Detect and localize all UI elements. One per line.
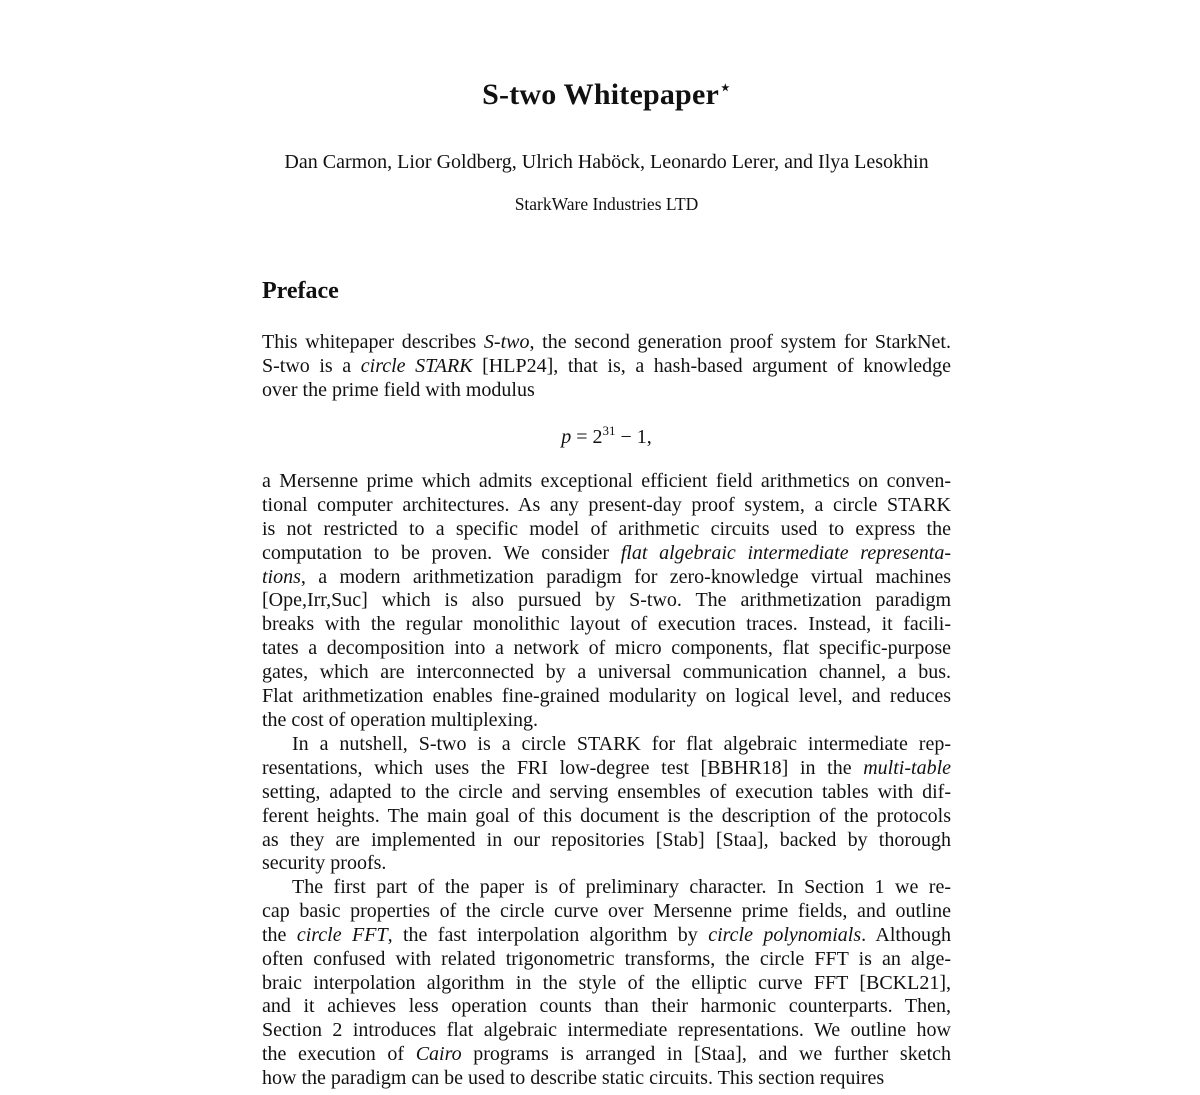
text-line (262, 876, 951, 900)
text-run: security proofs. (262, 852, 387, 875)
text-line (262, 379, 951, 403)
text-run: The first part of the paper is of preliminary character. In Section 1 we re- (292, 876, 951, 898)
text-run: Flat arithmetization enables fine-grained modularity on logical level, and reduces (262, 685, 951, 708)
equation-variable: p (561, 426, 572, 448)
text-line (262, 757, 951, 781)
paragraph-3 (262, 733, 951, 876)
text-run: S-two is a (262, 354, 361, 377)
title-footnote-mark: ⋆ (719, 78, 731, 97)
text-line (262, 852, 951, 876)
text-run: Section 2 introduces flat algebraic intermediate representations. We outline how (262, 1019, 951, 1042)
text-line (262, 1067, 951, 1091)
text-run: over the prime field with modulus (262, 378, 535, 401)
text-run: braic interpolation algorithm in the style of the elliptic curve FFT [BCKL21], (262, 971, 951, 994)
text-line (262, 331, 951, 355)
text-run: computation to be proven. We consider (262, 541, 621, 564)
text-line (262, 948, 951, 972)
equation-exponent: 31 (602, 423, 616, 438)
text-line (262, 995, 951, 1019)
affiliation: StarkWare Industries LTD (514, 194, 699, 214)
text-run: gates, which are interconnected by a universal communication channel, a bus. (262, 661, 951, 684)
text-line (262, 924, 951, 948)
text-run: is not restricted to a specific model of arithmetic circuits used to express the (262, 517, 951, 540)
text-line (262, 972, 951, 996)
italic-text: circle polynomials (708, 923, 862, 946)
text-line (262, 566, 951, 590)
italic-text: circle FFT (296, 923, 388, 946)
text-line (262, 1043, 951, 1067)
text-run: tional computer architectures. As any present-day proof system, a circle STARK (262, 493, 951, 516)
paragraph-4 (262, 876, 951, 1091)
text-run: the cost of operation multiplexing. (262, 708, 539, 731)
text-run: as they are implemented in our repositories [Stab] [Staa], backed by thorough (262, 828, 951, 851)
display-equation (262, 425, 951, 449)
equation-equals: = 2 (571, 426, 603, 448)
text-line (262, 637, 951, 661)
text-run: how the paradigm can be used to describe static circuits. This section requires (262, 1067, 885, 1090)
text-run: [HLP24], that is, a hash-based argument of knowledge (472, 354, 952, 377)
text-run: ferent heights. The main goal of this document is the description of the protocols (262, 804, 951, 827)
text-line (262, 542, 951, 566)
section-heading-preface: Preface (262, 278, 339, 304)
italic-text: multi-table (863, 756, 951, 779)
text-line (262, 685, 951, 709)
text-line (262, 733, 951, 757)
text-line (262, 805, 951, 829)
paragraph-2 (262, 470, 951, 733)
text-line (262, 709, 951, 733)
text-line (262, 355, 951, 379)
text-run: a Mersenne prime which admits exceptional efficient field arithmetics on conven- (262, 470, 951, 492)
text-run: tates a decomposition into a network of micro components, flat specific-purpose (262, 637, 951, 660)
text-run: In a nutshell, S-two is a circle STARK for flat algebraic intermediate rep- (292, 733, 951, 755)
text-line (262, 900, 951, 924)
italic-text: tions (262, 565, 301, 588)
text-run: . Although (861, 923, 951, 946)
text-run: cap basic properties of the circle curve over Mersenne prime fields, and outline (262, 899, 951, 922)
equation-rest: − 1, (615, 426, 652, 448)
text-line (262, 613, 951, 637)
italic-text: circle STARK (360, 354, 473, 377)
text-run: , the second generation proof system for StarkNet. (529, 331, 951, 353)
text-line (262, 781, 951, 805)
italic-text: S-two (483, 331, 530, 353)
text-line (262, 589, 951, 613)
author-list: Dan Carmon, Lior Goldberg, Ulrich Haböck, Leonardo Lerer, and Ilya Lesokhin (284, 151, 929, 173)
text-run: programs is arranged in [Staa], and we further sketch (461, 1043, 951, 1066)
text-run: , the fast interpolation algorithm by (387, 923, 709, 946)
italic-text: flat algebraic intermediate representa- (620, 541, 951, 564)
text-line (262, 1019, 951, 1043)
text-line (262, 494, 951, 518)
text-line (262, 661, 951, 685)
text-line (262, 829, 951, 853)
text-run: [Ope,Irr,Suc] which is also pursued by S-two. The arithmetization paradigm (262, 589, 951, 612)
text-run: often confused with related trigonometric transforms, the circle FFT is an alge- (262, 947, 951, 970)
text-run: breaks with the regular monolithic layout of execution traces. Instead, it facili- (262, 613, 951, 636)
text-run: and it achieves less operation counts than their harmonic counterparts. Then, (262, 995, 951, 1018)
text-run: This whitepaper describes (262, 331, 484, 353)
text-line (262, 518, 951, 542)
text-line (262, 470, 951, 494)
paragraph-1 (262, 331, 951, 403)
paper-title-text: S-two Whitepaper (482, 78, 719, 111)
text-run: resentations, which uses the FRI low-degree test [BBHR18] in the (262, 756, 864, 779)
text-run: the execution of (262, 1043, 416, 1066)
paper-title (262, 70, 951, 113)
italic-text: Cairo (415, 1043, 462, 1066)
text-run: setting, adapted to the circle and serving ensembles of execution tables with dif- (262, 780, 951, 803)
text-run: , a modern arithmetization paradigm for zero-knowledge virtual machines (300, 565, 951, 588)
text-run: the (262, 923, 297, 946)
